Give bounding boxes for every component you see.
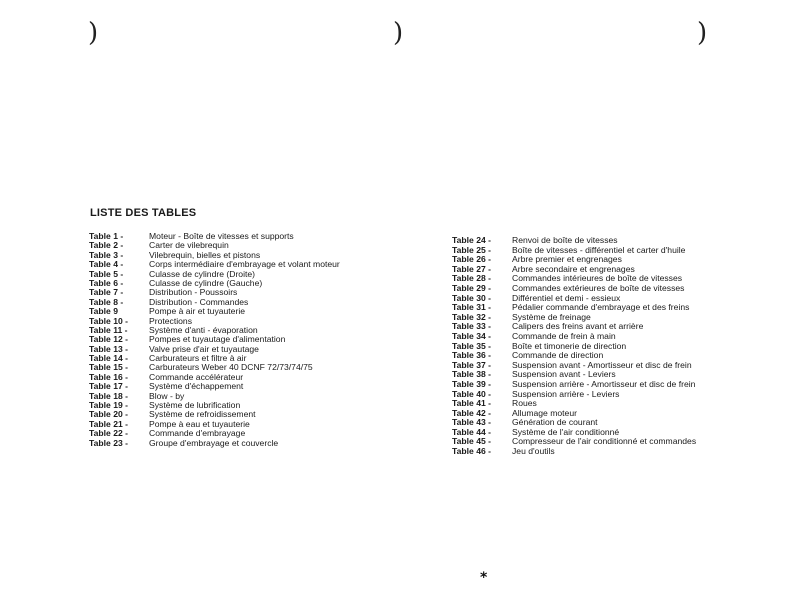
table-number: Table 22 - — [89, 428, 129, 439]
list-item — [89, 363, 439, 372]
table-title: Suspension avant - Leviers — [512, 369, 616, 380]
table-list-left — [89, 232, 439, 448]
table-title: Commande de frein à main — [512, 330, 616, 341]
table-number: Table 9 — [89, 306, 118, 317]
table-title: Blow - by — [149, 390, 185, 401]
table-title: Carburateurs et filtre à air — [149, 353, 247, 364]
list-item — [89, 241, 439, 250]
table-number: Table 5 - — [89, 268, 124, 279]
table-title: Arbre secondaire et engrenages — [512, 263, 635, 274]
table-title: Valve prise d'air et tuyautage — [149, 343, 259, 354]
table-title: Carburateurs Weber 40 DCNF 72/73/74/75 — [149, 362, 313, 373]
table-number: Table 12 - — [89, 334, 129, 345]
list-item — [452, 342, 782, 352]
table-number: Table 38 - — [452, 369, 492, 380]
table-list-right — [452, 236, 782, 457]
binder-hole-right-icon: ) — [697, 18, 708, 48]
binder-hole-left-icon: ) — [88, 18, 99, 48]
table-number: Table 8 - — [89, 296, 124, 307]
table-title: Jeu d'outils — [512, 446, 555, 457]
list-item — [89, 288, 439, 297]
list-item — [89, 439, 439, 448]
table-number: Table 35 - — [452, 340, 492, 351]
table-title: Groupe d'embrayage et couvercle — [149, 437, 279, 448]
table-number: Table 40 - — [452, 388, 492, 399]
table-number: Table 3 - — [89, 249, 124, 260]
table-title: Commande d'embrayage — [149, 428, 246, 439]
table-title: Système de l'air conditionné — [512, 426, 620, 437]
table-title: Pompes et tuyautage d'alimentation — [149, 334, 286, 345]
table-title: Commande de direction — [512, 350, 604, 361]
table-number: Table 32 - — [452, 311, 492, 322]
table-title: Vilebrequin, bielles et pistons — [149, 249, 261, 260]
table-number: Table 1 - — [89, 231, 124, 241]
list-item — [89, 279, 439, 288]
table-number: Table 26 - — [452, 254, 492, 265]
table-number: Table 19 - — [89, 400, 129, 411]
table-number: Table 44 - — [452, 426, 492, 437]
table-title: Roues — [512, 398, 537, 409]
list-item — [89, 260, 439, 269]
table-number: Table 37 - — [452, 359, 492, 370]
table-number: Table 18 - — [89, 390, 129, 401]
table-title: Système de refroidissement — [149, 409, 256, 420]
table-number: Table 4 - — [89, 259, 124, 270]
table-title: Génération de courant — [512, 417, 598, 428]
table-title: Commandes extérieures de boîte de vitesses — [512, 282, 685, 293]
table-title: Système d'échappement — [149, 381, 244, 392]
list-item — [452, 303, 782, 313]
table-title: Distribution - Poussoirs — [149, 287, 238, 298]
list-item — [452, 322, 782, 332]
table-title: Carter de vilebrequin — [149, 240, 229, 251]
table-number: Table 33 - — [452, 321, 492, 332]
table-number: Table 31 - — [452, 302, 492, 313]
table-title: Distribution - Commandes — [149, 296, 249, 307]
list-item — [89, 298, 439, 307]
table-number: Table 6 - — [89, 277, 124, 288]
table-number: Table 29 - — [452, 282, 492, 293]
list-item — [452, 437, 782, 447]
table-number: Table 24 - — [452, 235, 492, 245]
table-number: Table 42 - — [452, 407, 492, 418]
table-title: Culasse de cylindre (Gauche) — [149, 277, 263, 288]
table-number: Table 41 - — [452, 398, 492, 409]
table-number: Table 34 - — [452, 330, 492, 341]
list-item — [89, 382, 439, 391]
table-number: Table 28 - — [452, 273, 492, 284]
table-number: Table 14 - — [89, 353, 129, 364]
table-number: Table 36 - — [452, 350, 492, 361]
table-title: Calipers des freins avant et arrière — [512, 321, 644, 332]
list-item — [89, 335, 439, 344]
table-title: Suspension arrière - Leviers — [512, 388, 620, 399]
list-item — [452, 361, 782, 371]
table-title: Pompe à air et tuyauterie — [149, 306, 246, 317]
table-number: Table 45 - — [452, 436, 492, 447]
table-number: Table 13 - — [89, 343, 129, 354]
table-title: Système de lubrification — [149, 400, 241, 411]
table-number: Table 16 - — [89, 371, 129, 382]
binder-hole-middle-icon: ) — [393, 18, 404, 48]
table-title: Allumage moteur — [512, 407, 577, 418]
table-title: Pompe à eau et tuyauterie — [149, 418, 250, 429]
table-title: Commandes intérieures de boîte de vitesses — [512, 273, 683, 284]
list-item — [89, 401, 439, 410]
table-title: Arbre premier et engrenages — [512, 254, 622, 265]
table-title: Protections — [149, 315, 192, 326]
table-number: Table 2 - — [89, 240, 124, 251]
table-number: Table 46 - — [452, 446, 492, 457]
table-number: Table 7 - — [89, 287, 124, 298]
page-mark-icon: ⁎ — [480, 565, 488, 581]
table-title: Culasse de cylindre (Droite) — [149, 268, 256, 279]
list-item — [89, 373, 439, 382]
list-item — [89, 317, 439, 326]
table-number: Table 21 - — [89, 418, 129, 429]
table-number: Table 25 - — [452, 244, 492, 255]
list-item — [89, 270, 439, 279]
list-item — [89, 345, 439, 354]
table-number: Table 20 - — [89, 409, 129, 420]
list-item — [89, 392, 439, 401]
table-number: Table 23 - — [89, 437, 129, 448]
table-title: Corps intermédiaire d'embrayage et volant moteur — [149, 259, 340, 270]
table-number: Table 43 - — [452, 417, 492, 428]
table-number: Table 17 - — [89, 381, 129, 392]
table-title: Système d'anti - évaporation — [149, 324, 258, 335]
table-title: Système de freinage — [512, 311, 591, 322]
list-item — [89, 232, 439, 241]
table-title: Suspension avant - Amortisseur et disc de frein — [512, 359, 692, 370]
table-title: Boîte et timonerie de direction — [512, 340, 627, 351]
table-number: Table 30 - — [452, 292, 492, 303]
table-number: Table 27 - — [452, 263, 492, 274]
table-title: Boîte de vitesses - différentiel et carter d'huile — [512, 244, 686, 255]
list-item — [452, 409, 782, 419]
table-title: Moteur - Boîte de vitesses et supports — [149, 231, 294, 241]
list-item — [89, 420, 439, 429]
table-title: Commande accélérateur — [149, 371, 244, 382]
page-heading: LISTE DES TABLES — [90, 207, 197, 219]
table-title: Suspension arrière - Amortisseur et disc de frein — [512, 378, 696, 389]
table-number: Table 15 - — [89, 362, 129, 373]
list-item — [89, 410, 439, 419]
table-title: Compresseur de l'air conditionné et commandes — [512, 436, 697, 447]
list-item — [89, 307, 439, 316]
list-item — [452, 447, 782, 457]
list-item — [452, 399, 782, 409]
table-number: Table 11 - — [89, 324, 128, 335]
table-title: Pédalier commande d'embrayage et des freins — [512, 302, 690, 313]
table-title: Différentiel et demi - essieux — [512, 292, 621, 303]
table-number: Table 10 - — [89, 315, 129, 326]
table-number: Table 39 - — [452, 378, 492, 389]
list-item — [452, 390, 782, 400]
table-title: Renvoi de boîte de vitesses — [512, 235, 618, 245]
